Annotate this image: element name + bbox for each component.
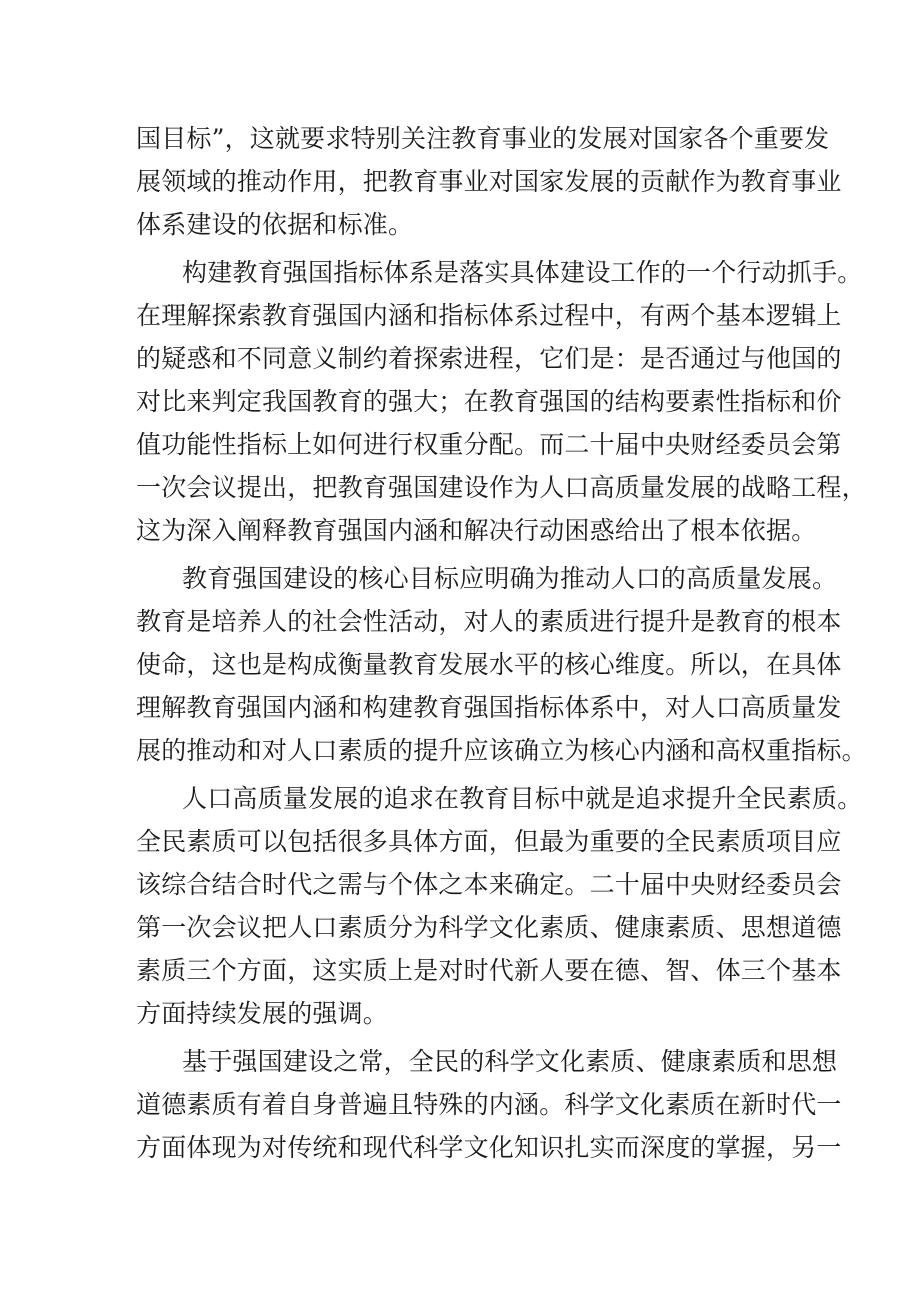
text-line: 值功能性指标上如何进行权重分配。而二十届中央财经委员会第 <box>136 430 842 459</box>
text-line: 在理解探索教育强国内涵和指标体系过程中，有两个基本逻辑上 <box>136 301 842 330</box>
text-line: 使命，这也是构成衡量教育发展水平的核心维度。所以，在具体 <box>136 650 842 679</box>
text-line: 理解教育强国内涵和构建教育强国指标体系中，对人口高质量发 <box>136 693 842 722</box>
text-line: 方面体现为对传统和现代科学文化知识扎实而深度的掌握，另一 <box>136 1133 842 1162</box>
text-line: 全民素质可以包括很多具体方面，但最为重要的全民素质项目应 <box>136 827 842 856</box>
text-line: 这为深入阐释教育强国内涵和解决行动困惑给出了根本依据。 <box>136 516 817 545</box>
text-line: 对比来判定我国教育的强大；在教育强国的结构要素性指标和价 <box>136 387 842 416</box>
text-line: 展领域的推动作用，把教育事业对国家发展的贡献作为教育事业 <box>136 167 842 196</box>
text-line: 人口高质量发展的追求在教育目标中就是追求提升全民素质。 <box>182 784 863 813</box>
text-line: 展的推动和对人口素质的提升应该确立为核心内涵和高权重指标。 <box>136 736 867 765</box>
paragraph-5 <box>136 1040 842 1169</box>
paragraph-3 <box>136 557 867 772</box>
text-line: 基于强国建设之常，全民的科学文化素质、健康素质和思想 <box>182 1047 838 1076</box>
text-line: 的疑惑和不同意义制约着探索进程，它们是：是否通过与他国的 <box>136 344 842 373</box>
text-line: 教育是培养人的社会性活动，对人的素质进行提升是教育的根本 <box>136 607 842 636</box>
document-body <box>136 117 867 1174</box>
text-line: 体系建设的依据和标准。 <box>136 210 414 239</box>
text-line: 该综合结合时代之需与个体之本来确定。二十届中央财经委员会 <box>136 870 842 899</box>
paragraph-2 <box>136 251 867 552</box>
text-line: 一次会议提出，把教育强国建设作为人口高质量发展的战略工程， <box>136 473 867 502</box>
text-line: 教育强国建设的核心目标应明确为推动人口的高质量发展。 <box>182 564 838 593</box>
text-line: 国目标”，这就要求特别关注教育事业的发展对国家各个重要发 <box>136 124 830 153</box>
text-line: 素质三个方面，这实质上是对时代新人要在德、智、体三个基本 <box>136 956 842 985</box>
paragraph-1 <box>136 117 842 246</box>
text-line: 第一次会议把人口素质分为科学文化素质、健康素质、思想道德 <box>136 913 842 942</box>
text-line: 道德素质有着自身普遍且特殊的内涵。科学文化素质在新时代一 <box>136 1090 842 1119</box>
text-line: 构建教育强国指标体系是落实具体建设工作的一个行动抓手。 <box>182 258 863 287</box>
paragraph-4 <box>136 777 863 1035</box>
text-line: 方面持续发展的强调。 <box>136 999 389 1028</box>
